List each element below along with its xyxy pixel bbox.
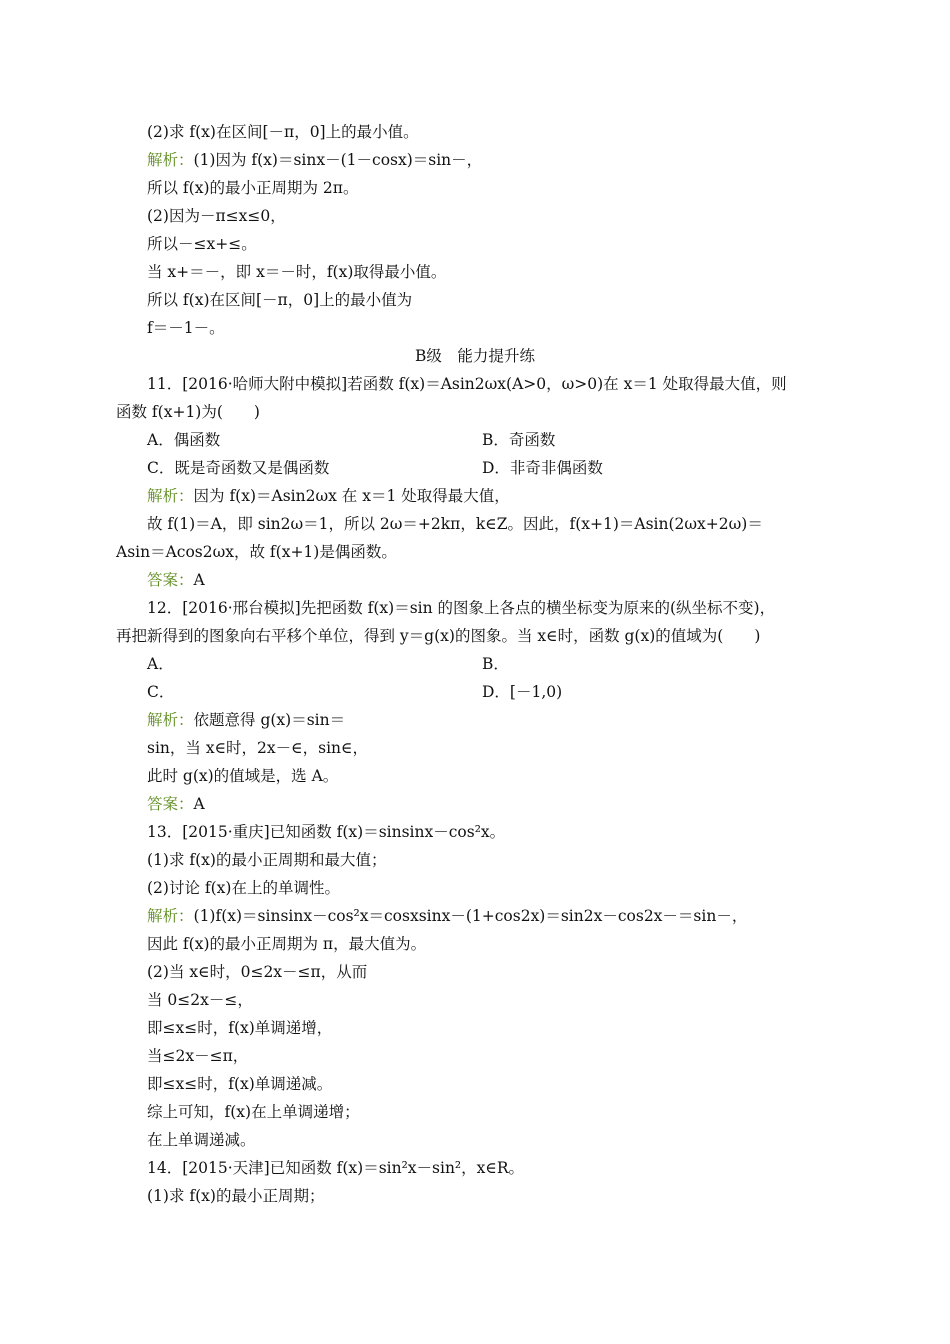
question-12-stem: 12．[2016·邢台模拟]先把函数 f(x)＝sin 的图象上各点的横坐标变为原来的(纵坐标不变)，: [147, 599, 776, 617]
text-line: (2)因为－π≤x≤0，: [147, 207, 286, 225]
text-line: 综上可知，f(x)在上单调递增；: [147, 1103, 360, 1121]
option-b: B．: [482, 655, 509, 673]
solution-label: 解析：: [147, 907, 194, 925]
section-title: B级 能力提升练: [415, 347, 535, 365]
solution-label: 解析：: [147, 151, 194, 169]
text-line: (2)当 x∈时，0≤2x－≤π，从而: [147, 963, 368, 981]
text-line: (1)f(x)＝sinsinx－cos²x＝cosxsinx－(1+cos2x)＝sin2x－cos2x－＝sin－，: [193, 907, 748, 925]
question-12-stem-cont: 再把新得到的图象向右平移个单位，得到 y＝g(x)的图象。当 x∈时，函数 g(x)的值域为( ): [116, 627, 761, 645]
solution-line: [147, 150, 482, 170]
solution-line: [147, 906, 747, 926]
answer-line: [147, 570, 205, 590]
text-line: (1)因为 f(x)＝sinx－(1－cosx)＝sin－，: [193, 151, 483, 169]
text-line: 所以 f(x)的最小正周期为 2π。: [147, 179, 359, 197]
text-line: 在上单调递减。: [147, 1131, 256, 1149]
text-line: 此时 g(x)的值域是，选 A。: [147, 767, 339, 785]
text-line: 因此 f(x)的最小正周期为 π，最大值为。: [147, 935, 427, 953]
text-line: 所以 f(x)在区间[－π，0]上的最小值为: [147, 291, 413, 309]
option-a: A．偶函数: [147, 431, 221, 449]
question-11-stem: 11．[2016·哈师大附中模拟]若函数 f(x)＝Asin2ωx(A>0，ω>0)在 x＝1 处取得最大值，则: [147, 375, 787, 393]
text-line: 故 f(1)＝A，即 sin2ω＝1，所以 2ω＝+2kπ，k∈Z。因此，f(x+1)＝Asin(2ωx+2ω)＝: [147, 515, 763, 533]
question-14-stem: 14．[2015·天津]已知函数 f(x)＝sin²x－sin²，x∈R。: [147, 1159, 525, 1177]
text-line: f＝－1－。: [147, 319, 225, 337]
text-line: (2)求 f(x)在区间[－π，0]上的最小值。: [147, 123, 419, 141]
answer-label: 答案：: [147, 571, 194, 589]
answer-label: 答案：: [147, 795, 194, 813]
text-line: Asin＝Acos2ωx，故 f(x+1)是偶函数。: [116, 543, 397, 561]
text-line: 即≤x≤时，f(x)单调递减。: [147, 1075, 333, 1093]
text-line: sin，当 x∈时，2x－∈，sin∈，: [147, 739, 368, 757]
option-b: B．奇函数: [482, 431, 556, 449]
solution-label: 解析：: [147, 711, 194, 729]
text-line: 当 x+＝－，即 x＝－时，f(x)取得最小值。: [147, 263, 447, 281]
option-c: C．: [147, 683, 175, 701]
text-line: 所以－≤x+≤。: [147, 235, 257, 253]
text-line: 依题意得 g(x)＝sin＝: [193, 711, 346, 729]
solution-line: [147, 486, 510, 506]
answer-value: A: [193, 571, 205, 589]
option-a: A．: [147, 655, 174, 673]
option-d: D．非奇非偶函数: [482, 459, 603, 477]
answer-value: A: [193, 795, 205, 813]
question-11-stem-cont: 函数 f(x+1)为( ): [116, 403, 260, 421]
question-14-part1: (1)求 f(x)的最小正周期；: [147, 1187, 325, 1205]
text-line: 即≤x≤时，f(x)单调递增，: [147, 1019, 333, 1037]
question-13-stem: 13．[2015·重庆]已知函数 f(x)＝sinsinx－cos²x。: [147, 823, 506, 841]
text-line: 因为 f(x)＝Asin2ωx 在 x＝1 处取得最大值，: [193, 487, 510, 505]
solution-line: [147, 710, 345, 730]
answer-line: [147, 794, 205, 814]
text-line: 当≤2x－≤π，: [147, 1047, 249, 1065]
question-13-part2: (2)讨论 f(x)在上的单调性。: [147, 879, 340, 897]
solution-label: 解析：: [147, 487, 194, 505]
question-13-part1: (1)求 f(x)的最小正周期和最大值；: [147, 851, 387, 869]
option-c: C．既是奇函数又是偶函数: [147, 459, 330, 477]
option-d: D．[－1,0): [482, 683, 563, 701]
text-line: 当 0≤2x－≤，: [147, 991, 253, 1009]
